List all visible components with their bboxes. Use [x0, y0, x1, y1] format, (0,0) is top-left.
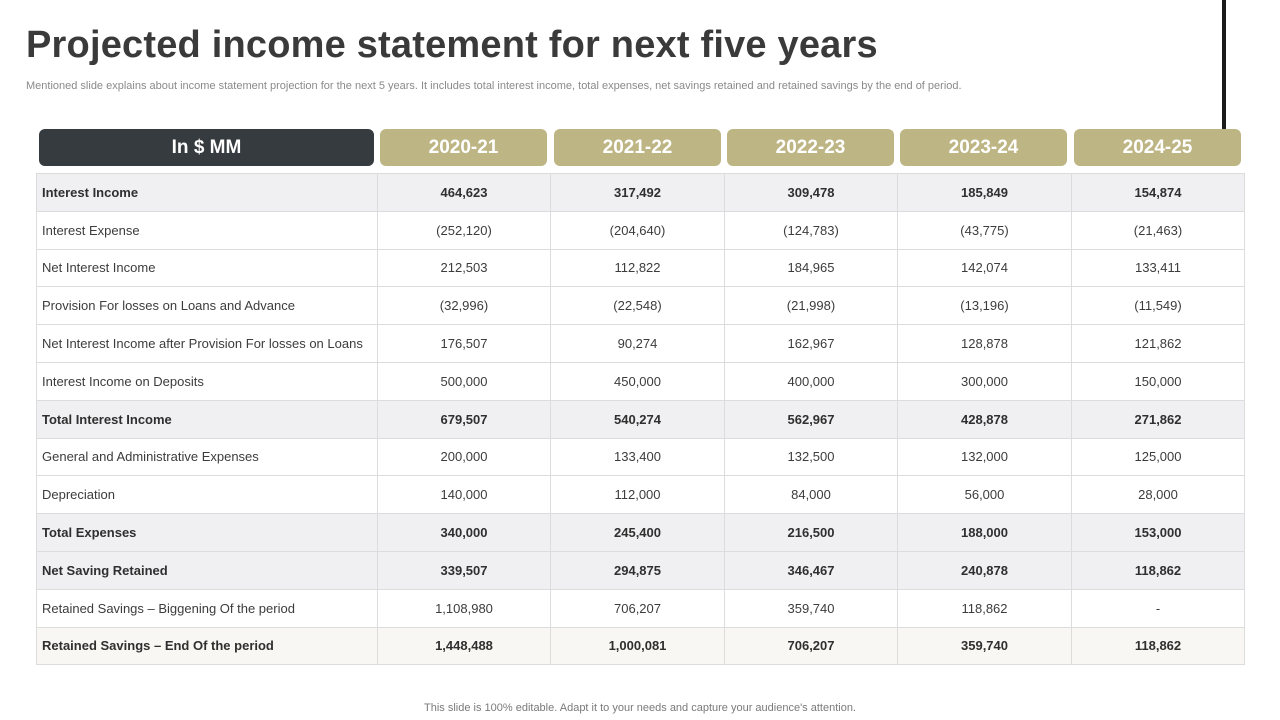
header-year-2020-21: 2020-21: [380, 129, 547, 166]
row-value: 90,274: [551, 325, 725, 363]
row-value: 240,878: [898, 551, 1072, 589]
table-row: [37, 174, 1245, 212]
row-value: 340,000: [378, 514, 551, 552]
table-row: [37, 514, 1245, 552]
row-value: 28,000: [1072, 476, 1245, 514]
row-value: 216,500: [725, 514, 898, 552]
row-value: 339,507: [378, 551, 551, 589]
row-value: 317,492: [551, 174, 725, 212]
row-value: 245,400: [551, 514, 725, 552]
row-value: 128,878: [898, 325, 1072, 363]
header-unit-label: In $ MM: [39, 129, 374, 166]
header-year-2024-25: 2024-25: [1074, 129, 1241, 166]
row-label: General and Administrative Expenses: [37, 438, 378, 476]
header-year-2021-22: 2021-22: [554, 129, 721, 166]
row-value: 185,849: [898, 174, 1072, 212]
row-value: 1,448,488: [378, 627, 551, 665]
row-value: 1,108,980: [378, 589, 551, 627]
page-subtitle: Mentioned slide explains about income statement projection for the next 5 years. It includes total interest income, total expenses, net savings retained and retained savings by the end of period.: [26, 80, 962, 92]
row-value: 400,000: [725, 362, 898, 400]
table-row: [37, 438, 1245, 476]
row-value: 500,000: [378, 362, 551, 400]
table-row: [37, 551, 1245, 589]
page-title: Projected income statement for next five years: [26, 24, 878, 66]
row-value: (11,549): [1072, 287, 1245, 325]
row-value: 118,862: [898, 589, 1072, 627]
row-value: (43,775): [898, 211, 1072, 249]
row-value: 133,400: [551, 438, 725, 476]
row-value: 150,000: [1072, 362, 1245, 400]
table-row: [37, 211, 1245, 249]
table-row: [37, 476, 1245, 514]
row-value: 112,822: [551, 249, 725, 287]
row-value: 132,500: [725, 438, 898, 476]
table-row: [37, 325, 1245, 363]
row-value: 706,207: [551, 589, 725, 627]
row-value: (13,196): [898, 287, 1072, 325]
row-value: (21,463): [1072, 211, 1245, 249]
row-value: 188,000: [898, 514, 1072, 552]
table-row: [37, 400, 1245, 438]
row-value: 176,507: [378, 325, 551, 363]
table-row: [37, 589, 1245, 627]
row-value: (124,783): [725, 211, 898, 249]
table-row: [37, 362, 1245, 400]
header-year-2022-23: 2022-23: [727, 129, 894, 166]
row-value: 56,000: [898, 476, 1072, 514]
row-value: 184,965: [725, 249, 898, 287]
row-value: 359,740: [725, 589, 898, 627]
row-value: 359,740: [898, 627, 1072, 665]
row-value: 540,274: [551, 400, 725, 438]
row-value: 133,411: [1072, 249, 1245, 287]
row-value: 142,074: [898, 249, 1072, 287]
row-value: 121,862: [1072, 325, 1245, 363]
row-label: Total Expenses: [37, 514, 378, 552]
table-header: [39, 129, 1240, 166]
row-label: Interest Income on Deposits: [37, 362, 378, 400]
row-value: 118,862: [1072, 627, 1245, 665]
row-value: (21,998): [725, 287, 898, 325]
row-label: Interest Expense: [37, 211, 378, 249]
table-row: [37, 249, 1245, 287]
row-value: (252,120): [378, 211, 551, 249]
header-year-2023-24: 2023-24: [900, 129, 1067, 166]
row-value: 271,862: [1072, 400, 1245, 438]
row-label: Net Interest Income: [37, 249, 378, 287]
income-statement-table: [36, 173, 1245, 665]
row-value: 309,478: [725, 174, 898, 212]
row-label: Retained Savings – End Of the period: [37, 627, 378, 665]
row-value: 464,623: [378, 174, 551, 212]
row-value: 112,000: [551, 476, 725, 514]
row-value: 125,000: [1072, 438, 1245, 476]
accent-line: [1222, 0, 1226, 150]
row-value: 84,000: [725, 476, 898, 514]
row-value: 428,878: [898, 400, 1072, 438]
row-value: 154,874: [1072, 174, 1245, 212]
row-value: 294,875: [551, 551, 725, 589]
row-value: (32,996): [378, 287, 551, 325]
row-value: 140,000: [378, 476, 551, 514]
footer-note: This slide is 100% editable. Adapt it to your needs and capture your audience's attention.: [424, 702, 856, 714]
row-value: 706,207: [725, 627, 898, 665]
row-label: Net Saving Retained: [37, 551, 378, 589]
row-value: -: [1072, 589, 1245, 627]
row-value: 450,000: [551, 362, 725, 400]
row-value: 346,467: [725, 551, 898, 589]
row-value: 162,967: [725, 325, 898, 363]
row-label: Depreciation: [37, 476, 378, 514]
table-row: [37, 287, 1245, 325]
row-label: Total Interest Income: [37, 400, 378, 438]
row-value: 200,000: [378, 438, 551, 476]
row-label: Provision For losses on Loans and Advance: [37, 287, 378, 325]
row-label: Retained Savings – Biggening Of the period: [37, 589, 378, 627]
row-value: (204,640): [551, 211, 725, 249]
table-row: [37, 627, 1245, 665]
row-value: 118,862: [1072, 551, 1245, 589]
row-value: 679,507: [378, 400, 551, 438]
row-label: Net Interest Income after Provision For losses on Loans: [37, 325, 378, 363]
row-value: 132,000: [898, 438, 1072, 476]
row-value: 212,503: [378, 249, 551, 287]
row-value: 1,000,081: [551, 627, 725, 665]
row-label: Interest Income: [37, 174, 378, 212]
row-value: (22,548): [551, 287, 725, 325]
row-value: 153,000: [1072, 514, 1245, 552]
row-value: 300,000: [898, 362, 1072, 400]
row-value: 562,967: [725, 400, 898, 438]
